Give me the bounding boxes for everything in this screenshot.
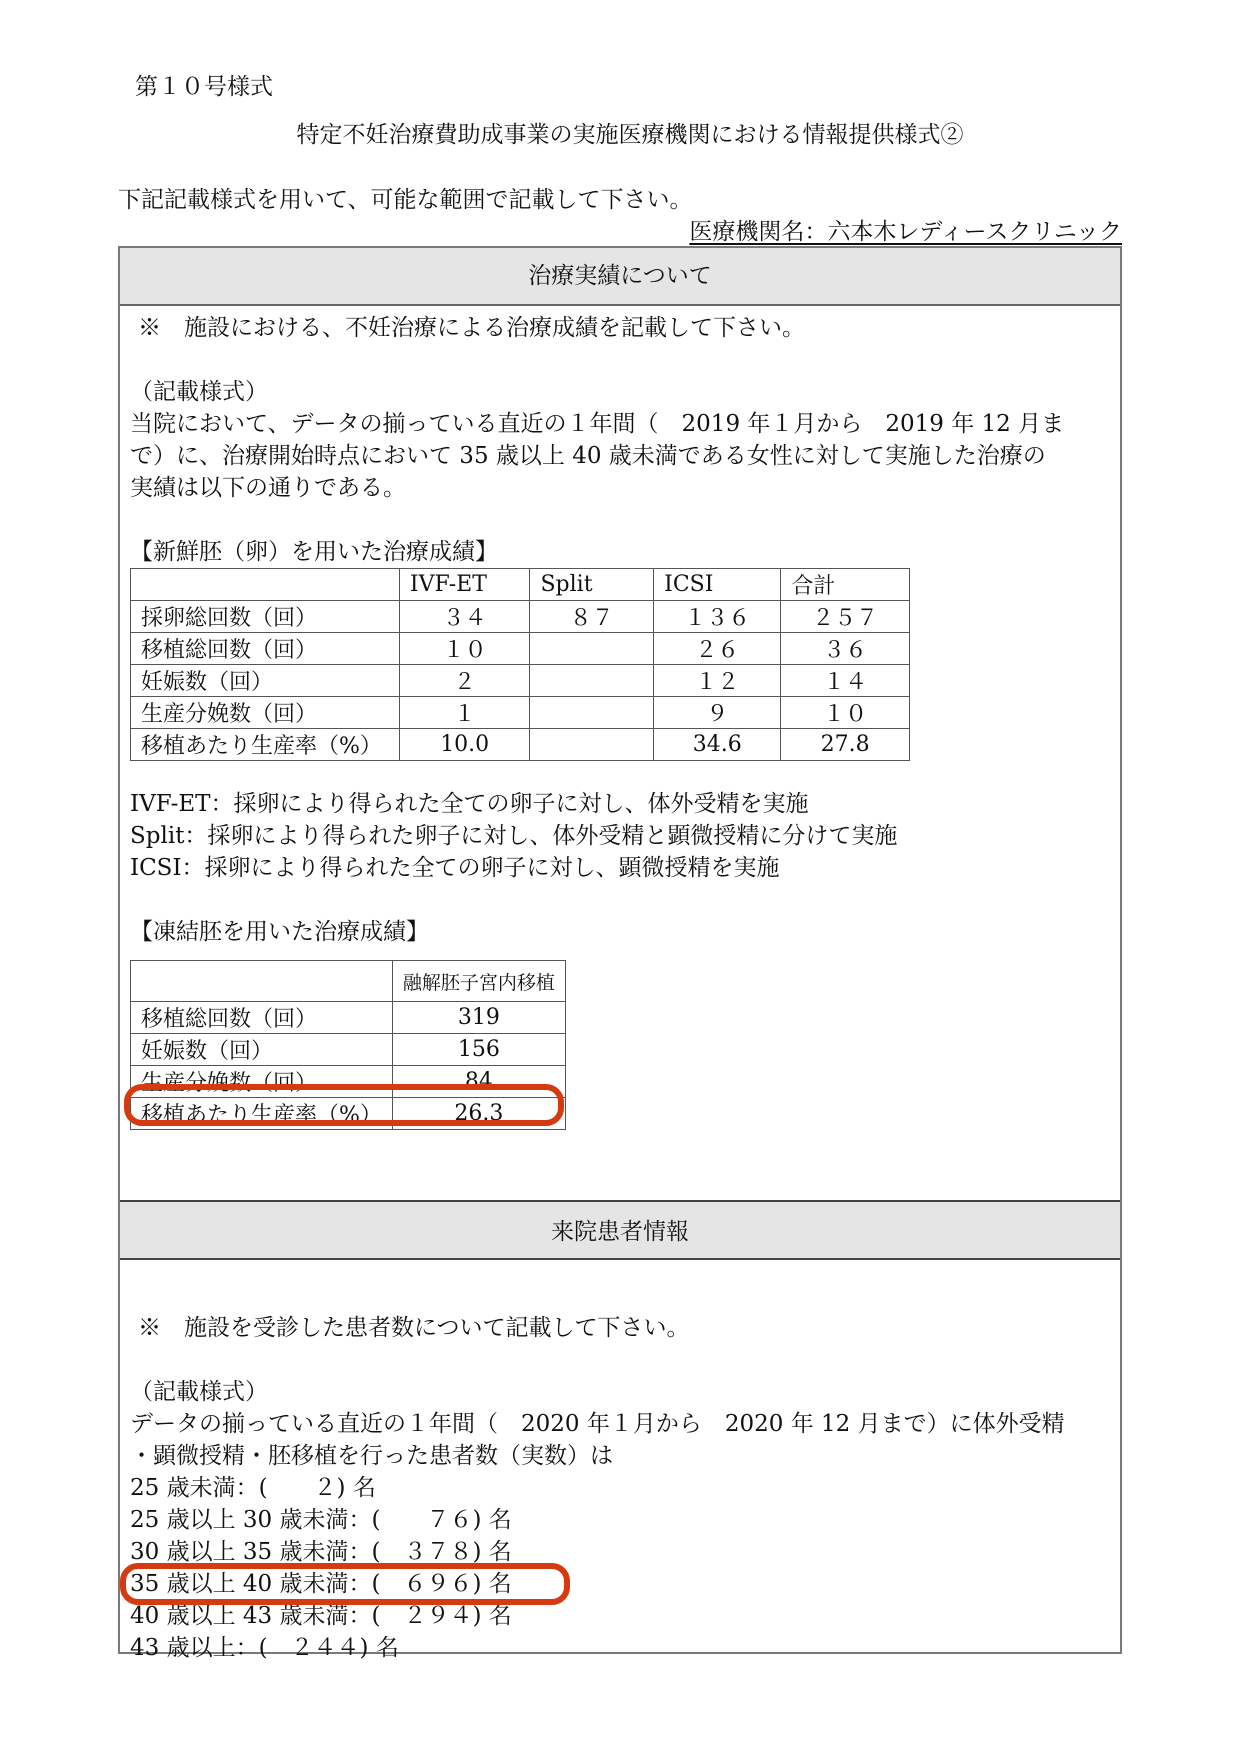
table-row <box>131 729 910 761</box>
table-cell: 10.0 <box>399 729 530 761</box>
row-label: 生産分娩数（回） <box>131 1066 393 1098</box>
table-cell <box>530 665 654 697</box>
table-header-cell: IVF-ET <box>399 569 530 601</box>
table-cell: ３６ <box>781 633 910 665</box>
table-header-cell: Split <box>530 569 654 601</box>
table-cell <box>530 633 654 665</box>
patients-paragraph-line-1: データの揃っている直近の１年間（ 2020 年１月から 2020 年 12 月まで）に体外受精 <box>130 1411 1065 1437</box>
institution-name: 医療機関名：六本木レディースクリニック <box>689 219 1122 245</box>
table-row <box>131 601 910 633</box>
table-cell: ３４ <box>399 601 530 633</box>
instruction-text: 下記記載様式を用いて、可能な範囲で記載して下さい。 <box>118 187 693 213</box>
table-cell: 34.6 <box>654 729 781 761</box>
row-label: 移植総回数（回） <box>131 633 400 665</box>
age-group-under-25: 25 歳未満：( ２) 名 <box>130 1475 376 1501</box>
age-group-40-43: 40 歳以上 43 歳未満：( ２９４) 名 <box>130 1603 512 1629</box>
section-header-patients: 来院患者情報 <box>120 1200 1120 1260</box>
fresh-embryo-table <box>130 568 910 761</box>
table-header-row <box>131 569 910 601</box>
row-label: 生産分娩数（回） <box>131 697 400 729</box>
table-cell: ２６ <box>654 633 781 665</box>
table-cell <box>530 729 654 761</box>
table-row <box>131 697 910 729</box>
treatment-paragraph-line-2: で）に、治療開始時点において 35 歳以上 40 歳未満である女性に対して実施した治療の <box>130 443 1046 469</box>
table-header-cell: 融解胚子宮内移植 <box>392 961 565 1002</box>
row-label: 移植あたり生産率（%） <box>131 729 400 761</box>
table-row <box>131 1002 566 1034</box>
definition-ivf-et: IVF-ET：採卵により得られた全ての卵子に対し、体外受精を実施 <box>130 791 809 817</box>
table-cell: １２ <box>654 665 781 697</box>
patients-paragraph-line-2: ・顕微授精・胚移植を行った患者数（実数）は <box>130 1443 613 1469</box>
table-cell: １４ <box>781 665 910 697</box>
table-row-highlighted <box>131 1098 566 1130</box>
treatment-format-label: （記載様式） <box>130 379 268 405</box>
form-number: 第１０号様式 <box>135 74 273 100</box>
table-cell: 156 <box>392 1034 565 1066</box>
table-header-cell: 合計 <box>781 569 910 601</box>
row-label: 移植総回数（回） <box>131 1002 393 1034</box>
table-header-cell: ICSI <box>654 569 781 601</box>
age-group-43-plus: 43 歳以上：( ２４４) 名 <box>130 1635 399 1661</box>
table-cell: 319 <box>392 1002 565 1034</box>
table-cell: １３６ <box>654 601 781 633</box>
table-cell: ２ <box>399 665 530 697</box>
table-header-cell <box>131 961 393 1002</box>
table-cell: １ <box>399 697 530 729</box>
form-frame <box>118 246 1122 1661</box>
frozen-table-caption: 【凍結胚を用いた治療成績】 <box>130 919 429 945</box>
age-group-30-35: 30 歳以上 35 歳未満：( ３７８) 名 <box>130 1539 512 1565</box>
table-cell: ２５７ <box>781 601 910 633</box>
table-cell: 26.3 <box>392 1098 565 1130</box>
table-row <box>131 633 910 665</box>
table-cell: １０ <box>399 633 530 665</box>
table-header-cell <box>131 569 400 601</box>
row-label: 妊娠数（回） <box>131 665 400 697</box>
section-header-treatment: 治療実績について <box>120 248 1120 306</box>
row-label: 採卵総回数（回） <box>131 601 400 633</box>
patients-note: ※ 施設を受診した患者数について記載して下さい。 <box>138 1315 690 1341</box>
age-group-35-40: 35 歳以上 40 歳未満：( ６９６) 名 <box>130 1571 512 1597</box>
table-cell: ９ <box>654 697 781 729</box>
table-cell <box>530 697 654 729</box>
row-label: 妊娠数（回） <box>131 1034 393 1066</box>
definition-icsi: ICSI：採卵により得られた全ての卵子に対し、顕微授精を実施 <box>130 855 780 881</box>
table-cell: １０ <box>781 697 910 729</box>
table-row <box>131 1066 566 1098</box>
row-label: 移植あたり生産率（%） <box>131 1098 393 1130</box>
table-cell: ８７ <box>530 601 654 633</box>
definition-split: Split：採卵により得られた卵子に対し、体外受精と顕微授精に分けて実施 <box>130 823 898 849</box>
table-cell: 27.8 <box>781 729 910 761</box>
frozen-embryo-table <box>130 960 566 1130</box>
document-title: 特定不妊治療費助成事業の実施医療機関における情報提供様式② <box>296 122 964 148</box>
table-row <box>131 665 910 697</box>
table-header-row <box>131 961 566 1002</box>
treatment-note: ※ 施設における、不妊治療による治療成績を記載して下さい。 <box>138 315 805 341</box>
age-group-25-30: 25 歳以上 30 歳未満：( ７６) 名 <box>130 1507 512 1533</box>
fresh-table-caption: 【新鮮胚（卵）を用いた治療成績】 <box>130 539 498 565</box>
table-cell: 84 <box>392 1066 565 1098</box>
patients-format-label: （記載様式） <box>130 1379 268 1405</box>
treatment-paragraph-line-3: 実績は以下の通りである。 <box>130 475 406 501</box>
table-row <box>131 1034 566 1066</box>
treatment-paragraph-line-1: 当院において、データの揃っている直近の１年間（ 2019 年１月から 2019 年 12 月ま <box>130 411 1065 437</box>
